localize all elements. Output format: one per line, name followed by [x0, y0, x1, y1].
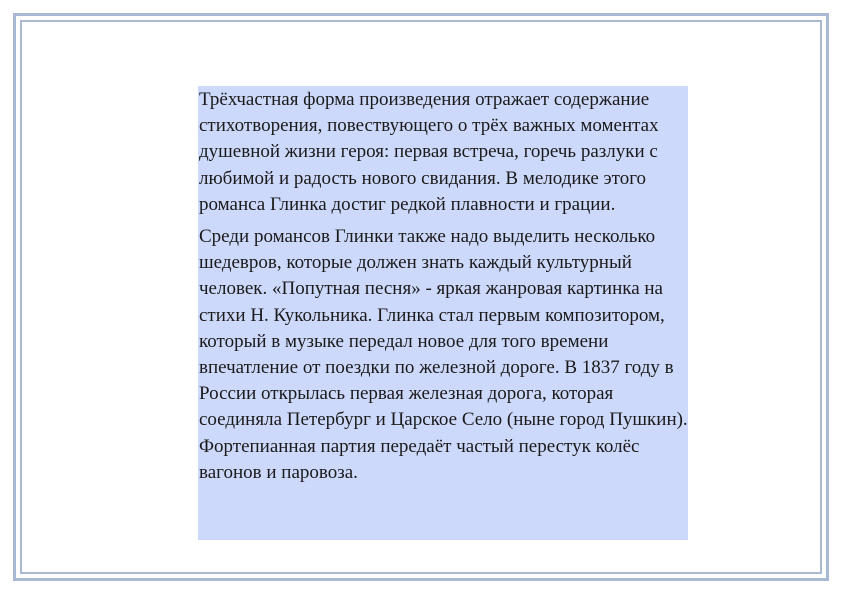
paragraph-1: Трёхчастная форма произведения отражает содержание стихотворения, повествующего о трёх важных моментах душевной жизни героя: первая встреча, горечь разлуки с любимой и радость нового свидания. В мелодике этого романса Глинка достиг редкой плавности и грации.	[199, 89, 659, 215]
paragraph-2: Среди романсов Глинки также надо выделить несколько шедевров, которые должен знать каждый культурный человек. «Попутная песня» - яркая жанровая картинка на стихи Н. Кукольника. Глинка стал первым композитором, который в музыке передал новое для того времени впечатление от поездки по железной дороге. В 1837 году в России открылась первая железная дорога, которая соединяла Петербург и Царское Село (ныне город Пушкин). Фортепианная партия передаёт частый перестук колёс вагонов и паровоза.	[199, 226, 688, 483]
text-box	[198, 86, 688, 540]
